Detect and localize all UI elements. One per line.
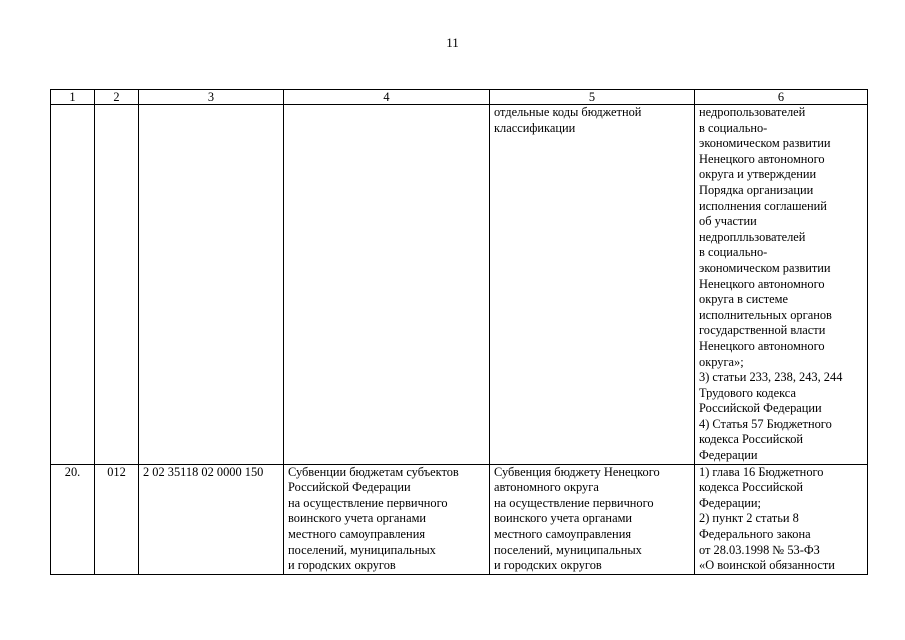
column-header-5: 5: [490, 90, 695, 105]
column-header-6: 6: [695, 90, 868, 105]
cell-number: 20.: [51, 464, 95, 574]
cell-legal-basis: недропользователей в социально- экономическом развитии Ненецкого автономного округа и утверждении Порядка организации исполнения соглашений об участии недроплльзователей в социально- экономическом развитии Ненецкого автономного округа в системе исполнительных органов государственной власти Ненецкого автономного округа»; 3) статьи 233, 238, 243, 244 Трудового кодекса Российской Федерации 4) Статья 57 Бюджетного кодекса Российской Федерации: [695, 105, 868, 465]
cell-admin-code: 012: [95, 464, 139, 574]
cell-number: [51, 105, 95, 465]
column-header-2: 2: [95, 90, 139, 105]
cell-income-name: Субвенции бюджетам субъектов Российской Федерации на осуществление первичного воинского учета органами местного самоуправления поселений, муниципальных и городских округов: [284, 464, 490, 574]
cell-income-description: отдельные коды бюджетной классификации: [490, 105, 695, 465]
cell-legal-basis: 1) глава 16 Бюджетного кодекса Российской Федерации; 2) пункт 2 статьи 8 Федерального закона от 28.03.1998 № 53-ФЗ «О воинской обязанности: [695, 464, 868, 574]
cell-income-name: [284, 105, 490, 465]
cell-income-description: Субвенция бюджету Ненецкого автономного округа на осуществление первичного воинского учета органами местного самоуправления поселений, муниципальных и городских округов: [490, 464, 695, 574]
table-row: [51, 105, 868, 465]
column-header-4: 4: [284, 90, 490, 105]
budget-table: [50, 89, 868, 575]
cell-budget-code: 2 02 35118 02 0000 150: [139, 464, 284, 574]
page-number: 11: [446, 35, 459, 50]
table-row: [51, 464, 868, 574]
column-header-3: 3: [139, 90, 284, 105]
cell-budget-code: [139, 105, 284, 465]
table-header-row: [51, 90, 868, 105]
cell-admin-code: [95, 105, 139, 465]
column-header-1: 1: [51, 90, 95, 105]
